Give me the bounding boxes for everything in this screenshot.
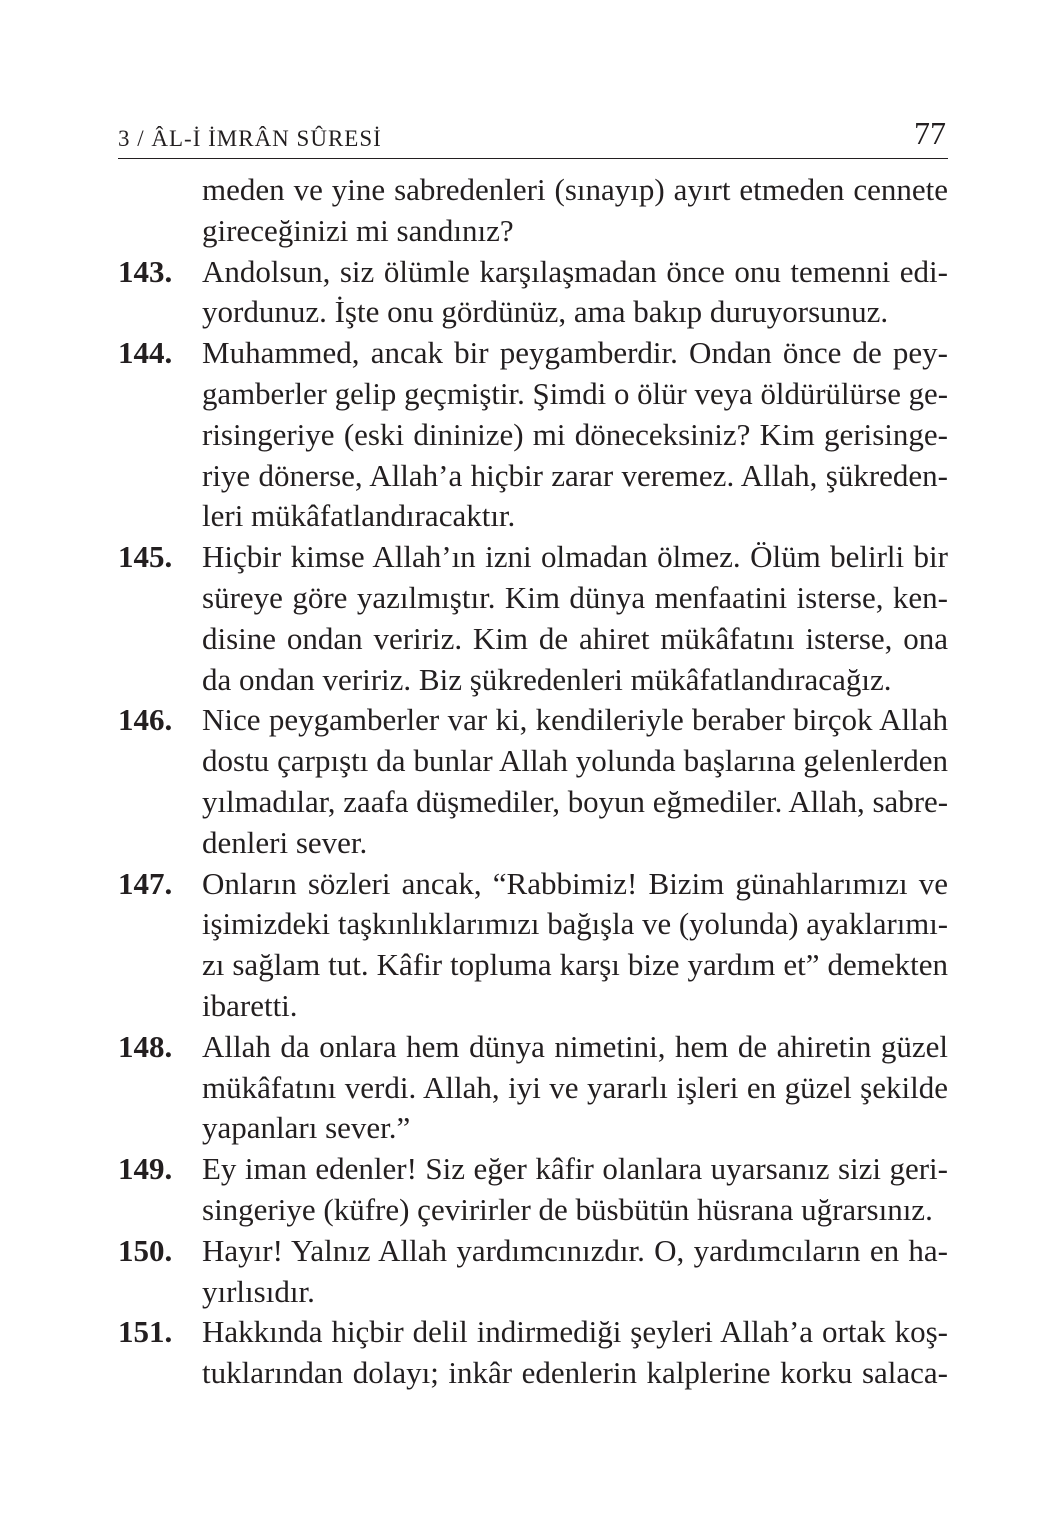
verse-number: 148. bbox=[118, 1028, 173, 1064]
verse-line: işimizdeki taşkınlıklarımızı bağışla ve (yolunda) ayaklarımı- bbox=[202, 907, 948, 942]
verse-number: 146. bbox=[118, 702, 173, 738]
verse-line: risingeriye (eski dininize) mi döneceksiniz? Kim gerisinge- bbox=[202, 416, 948, 452]
verse-line: Hakkında hiçbir delil indirmediği şeyleri Allah’a ortak koş- bbox=[202, 1314, 948, 1350]
verse-number: 143. bbox=[118, 253, 173, 289]
verse-line: riye dönerse, Allah’a hiçbir zarar veremez. Allah, şükreden- bbox=[202, 457, 948, 493]
verse-line: Andolsun, siz ölümle karşılaşmadan önce onu temenni edi- bbox=[202, 253, 948, 289]
verse-number: 145. bbox=[118, 539, 173, 575]
page-number: 77 bbox=[914, 115, 946, 151]
running-head: 3 / ÂL-İ İMRÂN SÛRESİ bbox=[118, 126, 382, 151]
verse-line: ibaretti. bbox=[202, 987, 298, 1023]
verse-line: leri mükâfatlandıracaktır. bbox=[202, 498, 516, 534]
verse-144 bbox=[118, 333, 948, 537]
verse-line: Allah da onlara hem dünya nimetini, hem de ahiretin güzel bbox=[202, 1028, 948, 1064]
verse-line: Onların sözleri ancak, “Rabbimiz! Bizim günahlarımızı ve bbox=[202, 865, 948, 901]
verse-line: tuklarından dolayı; inkâr edenlerin kalplerine korku salaca- bbox=[202, 1355, 948, 1391]
page-header bbox=[118, 112, 948, 159]
verse-line: Hiçbir kimse Allah’ın izni olmadan ölmez. Ölüm belirli bir bbox=[202, 539, 948, 575]
verse-line: meden ve yine sabredenleri (sınayıp) ayırt etmeden cennete bbox=[202, 172, 948, 207]
verse-line: yırlısıdır. bbox=[202, 1273, 315, 1309]
verse-line: gamberler gelip geçmiştir. Şimdi o ölür veya öldürülürse ge- bbox=[202, 376, 948, 411]
verse-line: singeriye (küfre) çevirirler de büsbütün hüsrana uğrarsınız. bbox=[202, 1191, 933, 1227]
verse-146 bbox=[118, 700, 948, 863]
verse-line: zı sağlam tut. Kâfir topluma karşı bize yardım et” demekten bbox=[202, 947, 948, 983]
verse-number: 150. bbox=[118, 1232, 173, 1268]
verse-line: yılmadılar, zaafa düşmediler, boyun eğmediler. Allah, sabre- bbox=[202, 783, 948, 819]
verse-line: Muhammed, ancak bir peygamberdir. Ondan önce de pey- bbox=[202, 335, 948, 371]
verse-line: disine ondan veririz. Kim de ahiret mükâfatını isterse, ona bbox=[202, 620, 948, 656]
verse-148 bbox=[118, 1027, 948, 1149]
verse-line: süreye göre yazılmıştır. Kim dünya menfaatini isterse, ken- bbox=[202, 579, 948, 615]
verse-145 bbox=[118, 537, 948, 700]
verse-150 bbox=[118, 1231, 948, 1313]
verse-number: 144. bbox=[118, 335, 173, 371]
verse-147 bbox=[118, 864, 948, 1027]
verse-151 bbox=[118, 1312, 948, 1394]
verse-line: da ondan veririz. Biz şükredenleri mükâfatlandıracağız. bbox=[202, 661, 892, 697]
verse-line: yordunuz. İşte onu gördünüz, ama bakıp duruyorsunuz. bbox=[202, 294, 889, 330]
verse-number: 147. bbox=[118, 865, 173, 901]
verse-149 bbox=[118, 1149, 948, 1231]
verse-line: denleri sever. bbox=[202, 824, 368, 860]
verse-number: 151. bbox=[118, 1314, 173, 1350]
verse-line: Nice peygamberler var ki, kendileriyle beraber birçok Allah bbox=[202, 702, 948, 738]
verse-line: Ey iman edenler! Siz eğer kâfir olanlara uyarsanız sizi geri- bbox=[202, 1151, 948, 1187]
verse-line: mükâfatını verdi. Allah, iyi ve yararlı işleri en güzel şekilde bbox=[202, 1069, 948, 1105]
verse-continued bbox=[118, 170, 948, 252]
verse-line: dostu çarpıştı da bunlar Allah yolunda başlarına gelenlerden bbox=[202, 743, 948, 779]
verse-line: Hayır! Yalnız Allah yardımcınızdır. O, yardımcıların en ha- bbox=[202, 1232, 948, 1268]
verse-line: gireceğinizi mi sandınız? bbox=[202, 212, 514, 248]
verse-143 bbox=[118, 252, 948, 334]
verse-number: 149. bbox=[118, 1151, 173, 1187]
verse-list bbox=[118, 170, 948, 1394]
verse-line: yapanları sever.” bbox=[202, 1110, 411, 1146]
